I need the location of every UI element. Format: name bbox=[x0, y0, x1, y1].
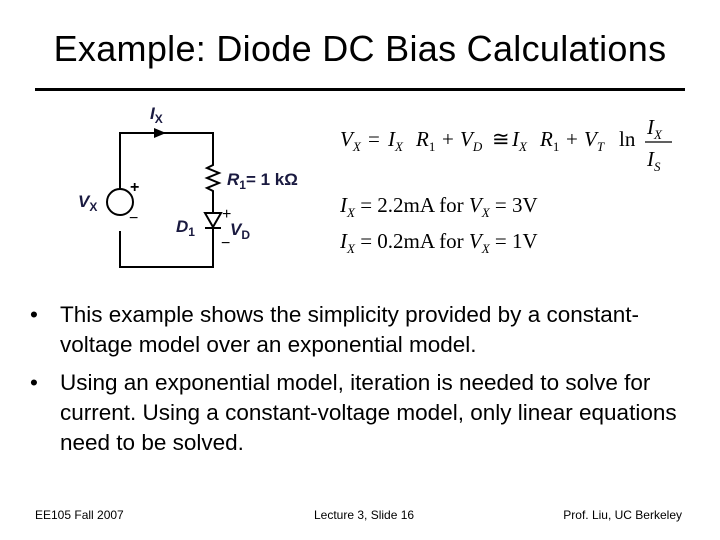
equation-line-2: $I_X = 2.2mA$ for $V_X = 3V$ bbox=[340, 193, 538, 220]
title-underline bbox=[35, 88, 685, 91]
bullet-marker: • bbox=[30, 302, 38, 327]
current-arrow-icon bbox=[154, 128, 166, 138]
bullet-marker: • bbox=[30, 370, 38, 395]
bullet-item bbox=[30, 368, 690, 458]
current-label: $I_X$ bbox=[150, 104, 163, 126]
diode-plus-sign: + bbox=[222, 206, 232, 223]
svg-text:IX: $I_X$ bbox=[512, 127, 527, 154]
footer-author: Prof. Liu, UC Berkeley bbox=[563, 508, 682, 522]
svg-text:IS: $I_S$ bbox=[647, 147, 661, 174]
bullet-list bbox=[30, 300, 690, 466]
footer-course: EE105 Fall 2007 bbox=[35, 508, 124, 522]
svg-text:+: + bbox=[566, 127, 578, 151]
svg-text:ln: ln bbox=[619, 127, 636, 151]
bullet-text: Using an exponential model, iteration is needed to solve for current. Using a constant-voltage model, only linear equations need to be solved. bbox=[60, 370, 677, 455]
svg-text:≅: ≅ bbox=[492, 127, 510, 151]
equation-1 bbox=[340, 108, 700, 268]
resistor-label: $R_1= 1$ kΩ bbox=[227, 170, 298, 192]
circuit-diagram bbox=[70, 95, 330, 280]
svg-text:IX: $I_X$ bbox=[388, 127, 403, 154]
footer-slide-number: Lecture 3, Slide 16 bbox=[314, 508, 415, 522]
svg-text:R1: $R_1$ bbox=[540, 127, 560, 154]
equation-line-3: $I_X = 0.2mA$ for $V_X = 1V$ bbox=[340, 229, 538, 256]
diode-voltage-label: $V_D$ bbox=[230, 220, 251, 242]
bullet-item bbox=[30, 300, 690, 360]
resistor-symbol bbox=[207, 163, 219, 213]
svg-text:=: = bbox=[368, 127, 380, 151]
slide-title: Example: Diode DC Bias Calculations bbox=[53, 28, 667, 69]
svg-text:+: + bbox=[442, 127, 454, 151]
diode-label: $D_1$ bbox=[176, 217, 195, 239]
svg-text:IX: $I_X$ bbox=[647, 115, 662, 142]
svg-text:VD: $V_D$ bbox=[460, 127, 483, 154]
bottom-wire bbox=[120, 231, 213, 267]
equation-block bbox=[340, 108, 700, 268]
svg-text:VT: $V_T$ bbox=[584, 127, 605, 154]
bullet-text: This example shows the simplicity provided by a constant-voltage model over an exponential model. bbox=[60, 302, 640, 357]
source-minus-sign: − bbox=[129, 210, 139, 227]
source-plus-sign: + bbox=[130, 179, 140, 196]
svg-text:VX: $V_X$ bbox=[340, 127, 361, 154]
svg-text:R1: $R_1$ bbox=[416, 127, 436, 154]
diode-minus-sign: − bbox=[221, 235, 231, 252]
diode-symbol bbox=[205, 213, 221, 227]
source-label: $V_X$ bbox=[78, 192, 98, 214]
